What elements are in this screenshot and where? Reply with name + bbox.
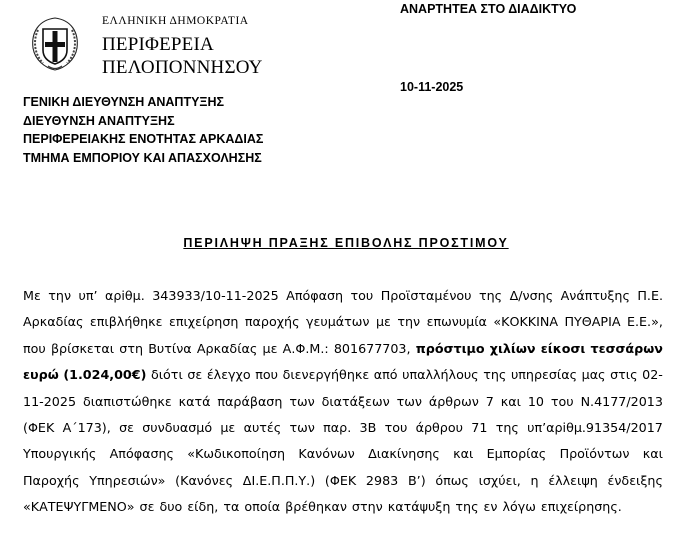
body-word: ισχύει,	[478, 472, 521, 488]
body-word: Υπηρεσιών»	[89, 472, 166, 488]
body-word: (1.024,00€)	[63, 367, 147, 383]
body-word: 11-2025	[23, 393, 77, 409]
body-word: ΔΙ.Ε.Π.Π.Υ.)	[242, 472, 316, 488]
body-word: Προϊσταμένου	[380, 288, 472, 303]
body-word: στη	[119, 340, 144, 356]
body-word: με	[220, 420, 236, 436]
body-word: επιβλήθηκε	[89, 314, 163, 330]
department-block	[23, 93, 263, 167]
body-word: που	[255, 367, 278, 383]
body-word: 02-	[642, 367, 663, 383]
body-word: Εμπορίας	[486, 446, 547, 462]
body-word: επιχείρησης.	[540, 499, 622, 515]
body-word: 343933/10-11-2025	[152, 288, 279, 303]
body-word: Ανάπτυξης	[560, 288, 630, 303]
body-word: είδη,	[187, 499, 219, 515]
body-word: που	[23, 340, 46, 356]
body-word: διαπιστώθηκε	[82, 393, 172, 409]
body-word: διότι	[150, 367, 183, 383]
body-word: κατά	[178, 393, 211, 409]
body-word: της	[478, 288, 503, 303]
body-word: την	[397, 314, 421, 330]
body-word: βρίσκεται	[50, 340, 115, 356]
body-word: άρθρων	[428, 393, 479, 409]
body-word: παράβαση	[217, 393, 283, 409]
body-line	[23, 468, 663, 494]
body-word: Παροχής	[23, 472, 80, 488]
body-word: Απόφασης	[109, 446, 174, 462]
body-word: σε	[187, 367, 203, 383]
body-word: «ΚΑΤΕΨΥΓΜΕΝΟ»	[23, 499, 135, 515]
body-word: της	[483, 367, 507, 383]
body-word: του	[350, 288, 374, 303]
body-word: Α.Φ.Μ.:	[282, 340, 329, 356]
body-word: η	[530, 472, 539, 488]
document-title: ΠΕΡΙΛΗΨΗ ΠΡΑΞΗΣ ΕΠΙΒΟΛΗΣ ΠΡΟΣΤΙΜΟΥ	[183, 236, 509, 250]
body-word: επωνυμία	[426, 314, 487, 330]
body-word: 3Β	[359, 420, 377, 436]
body-word: λόγω	[502, 499, 536, 515]
body-word: υπ’	[78, 288, 98, 303]
body-word: των	[396, 393, 422, 409]
body-word: επιχείρηση	[168, 314, 239, 330]
body-word: (ΦΕΚ	[324, 472, 357, 488]
body-word: υπ’αρiθμ.91354/2017	[527, 420, 663, 436]
body-word: πρόστιμο	[415, 340, 485, 356]
body-word: Κανόνων	[298, 446, 355, 462]
body-word: ένδειξης	[607, 472, 663, 488]
body-word: σε	[139, 499, 155, 515]
coat-of-arms-icon	[25, 14, 85, 74]
body-word: δυο	[159, 499, 183, 515]
body-line	[23, 415, 663, 441]
body-word: μας	[581, 367, 606, 383]
body-word: (ΦΕΚ	[23, 420, 55, 436]
body-word: του	[550, 393, 574, 409]
body-word: 2983	[365, 472, 399, 488]
body-word: 801677703,	[333, 340, 411, 356]
body-line	[23, 389, 663, 415]
body-word: «Κωδικοποίηση	[187, 446, 286, 462]
body-word: και	[500, 393, 521, 409]
body-word: 71	[471, 420, 488, 436]
document-body	[23, 283, 663, 521]
body-word: Ν.4177/2013	[580, 393, 663, 409]
body-word: τεσσάρων	[590, 340, 663, 356]
body-word: οποία	[244, 499, 281, 515]
body-word: παροχής	[244, 314, 300, 330]
body-word: στις	[610, 367, 638, 383]
body-word: των	[289, 420, 315, 436]
department-line: ΠΕΡΙΦΕΡΕΙΑΚΗΣ ΕΝΟΤΗΤΑΣ ΑΡΚΑΔΙΑΣ	[23, 132, 264, 146]
body-word: συνδυασμό	[142, 420, 213, 436]
body-word: από	[373, 367, 398, 383]
body-word: διενεργήθηκε	[282, 367, 370, 383]
region-name: ΠΕΡΙΦΕΡΕΙΑ ΠΕΛΟΠΟΝΝΗΣΟΥ	[102, 34, 263, 78]
body-word: Ε.Ε.»,	[626, 314, 663, 330]
body-word: με	[375, 314, 391, 330]
body-word: της	[455, 499, 479, 515]
body-word: είκοσι	[540, 340, 586, 356]
body-word: έλεγχο	[206, 367, 251, 383]
body-line	[23, 441, 663, 467]
department-line: ΓΕΝΙΚΗ ΔΙΕΥΘΥΝΣΗ ΑΝΑΠΤΥΞΗΣ	[23, 95, 225, 109]
department-line: ΤΜΗΜΑ ΕΜΠΟΡΙΟΥ ΚΑΙ ΑΠΑΣΧΟΛΗΣΗΣ	[23, 150, 262, 165]
body-word: με	[262, 340, 278, 356]
body-word: ευρώ	[23, 367, 59, 383]
body-word: αρiθμ.	[104, 288, 145, 303]
body-word: Υπουργικής	[23, 446, 97, 462]
body-word: Διακίνησης	[368, 446, 440, 462]
body-word: της	[495, 420, 519, 436]
body-word: υπηρεσίας	[510, 367, 578, 383]
body-word: χιλίων	[489, 340, 536, 356]
document-date: 10-11-2025	[400, 80, 464, 94]
body-word: Π.Ε.	[637, 288, 663, 303]
body-word: (Κανόνες	[175, 472, 234, 488]
body-word: άρθρου	[415, 420, 463, 436]
body-word: έλλειψη	[548, 472, 598, 488]
body-word: τα	[223, 499, 240, 515]
department-line: ΔΙΕΥΘΥΝΣΗ ΑΝΑΠΤΥΞΗΣ	[23, 113, 175, 128]
body-word: υπαλλήλους	[402, 367, 479, 383]
body-word: αυτές	[243, 420, 282, 436]
body-line	[23, 336, 663, 362]
body-word: και	[453, 446, 474, 462]
body-word: κατάψυξη	[387, 499, 451, 515]
posted-online-label: ΑΝΑΡΤΗΤΕΑ ΣΤΟ ΔΙΑΔΙΚΤΥΟ	[400, 2, 577, 16]
body-word: στην	[351, 499, 383, 515]
body-word: Βυτίνα	[148, 340, 192, 356]
body-line	[23, 494, 663, 520]
body-word: Απόφαση	[286, 288, 344, 303]
body-word: σε	[119, 420, 134, 436]
republic-label: ΕΛΛΗΝΙΚΗ ΔΗΜΟΚΡΑΤΙΑ	[102, 15, 249, 27]
body-line	[23, 309, 663, 335]
body-word: Β’)	[407, 472, 426, 488]
body-word: και	[642, 446, 663, 462]
body-word: 7	[485, 393, 494, 409]
body-line	[23, 283, 663, 309]
body-word: γευμάτων	[306, 314, 370, 330]
body-word: Α΄173),	[62, 420, 111, 436]
body-word: του	[384, 420, 408, 436]
body-word: «ΚΟΚΚΙΝΑ	[493, 314, 558, 330]
body-word: βρέθηκαν	[285, 499, 347, 515]
body-word: Προϊόντων	[559, 446, 630, 462]
body-word: την	[48, 288, 72, 303]
body-word: παρ.	[323, 420, 352, 436]
body-word: Αρκαδίας	[196, 340, 258, 356]
body-word: εν	[483, 499, 498, 515]
body-line	[23, 362, 663, 388]
body-word: όπως	[435, 472, 469, 488]
body-word: Αρκαδίας	[23, 314, 84, 330]
body-word: Με	[23, 288, 41, 303]
body-word: των	[289, 393, 315, 409]
body-word: 10	[527, 393, 544, 409]
body-word: ΠΥΘΑΡΙΑ	[564, 314, 621, 330]
body-word: διατάξεων	[321, 393, 390, 409]
body-word: Δ/νσης	[509, 288, 554, 303]
